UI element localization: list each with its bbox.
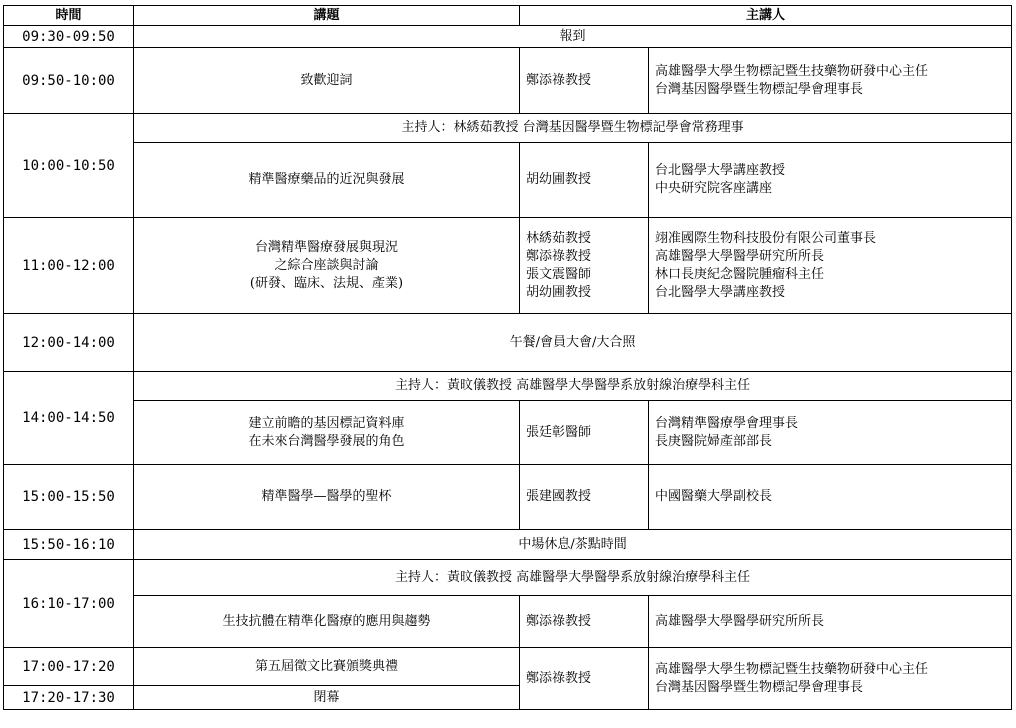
moderator-cell: 主持人：黃旼儀教授 高雄醫學大學醫學系放射線治療學科主任: [134, 560, 1012, 596]
agenda-row-registration: [4, 26, 1012, 48]
moderator-row: [4, 114, 1012, 143]
speaker-title: 台灣精準醫療學會理事長: [655, 415, 799, 431]
speaker-title: 台灣基因醫學暨生物標記學會理事長: [655, 81, 864, 97]
speaker-name: 鄭添祿教授: [526, 72, 592, 88]
header-time: 時間: [4, 6, 134, 26]
speaker-cell: [520, 143, 649, 218]
speaker-title: 長庚醫院婦產部部長: [655, 433, 773, 449]
time-cell: 10:00-10:50: [4, 114, 134, 218]
speaker-title-cell: [649, 648, 1012, 710]
topic-line: 第五屆徵文比賽頒獎典禮: [254, 658, 398, 674]
speaker-name: 鄭添祿教授: [526, 613, 592, 629]
speaker-name: 胡幼圃教授: [526, 172, 592, 187]
speaker-title: 台北醫學大學講座教授: [655, 163, 786, 178]
speaker-name: 張文震醫師: [526, 266, 592, 282]
time-cell: 12:00-14:00: [4, 314, 134, 372]
agenda-row-break: [4, 530, 1012, 560]
topic-cell: [134, 686, 520, 710]
speaker-name: 胡幼圃教授: [526, 284, 592, 300]
agenda-row-lunch: [4, 314, 1012, 372]
topic-line: 台灣精準醫療發展與現況: [254, 239, 398, 255]
moderator-row: [4, 372, 1012, 401]
speaker-title-cell: [649, 218, 1012, 314]
agenda-table: [3, 5, 1012, 710]
speaker-title: 高雄醫學大學醫學研究所所長: [655, 613, 825, 629]
speaker-title-cell: [649, 596, 1012, 648]
topic-cell: [134, 401, 520, 465]
speaker-name: 鄭添祿教授: [526, 670, 592, 686]
topic-cell: [134, 465, 520, 530]
speaker-cell: [520, 596, 649, 648]
topic-line: 之綜合座談與討論: [274, 257, 379, 273]
time-cell: 16:10-17:00: [4, 560, 134, 648]
topic-cell: [134, 648, 520, 686]
topic-line: 建立前瞻的基因標記資料庫: [248, 415, 405, 431]
speaker-title: 高雄醫學大學醫學研究所所長: [655, 248, 825, 264]
event-cell: 午餐/會員大會/大合照: [134, 314, 1012, 372]
moderator-cell: 主持人：林綉茹教授 台灣基因醫學暨生物標記學會常務理事: [134, 114, 1012, 143]
speaker-cell: [520, 465, 649, 530]
time-cell: 09:50-10:00: [4, 48, 134, 114]
time-cell: 15:00-15:50: [4, 465, 134, 530]
topic-line: (研發、臨床、法規、產業): [249, 275, 404, 291]
time-cell: 09:30-09:50: [4, 26, 134, 48]
speaker-title-cell: [649, 401, 1012, 465]
agenda-row-gene-database: [4, 401, 1012, 465]
speaker-title-cell: [649, 143, 1012, 218]
speaker-title-cell: [649, 48, 1012, 114]
topic-cell: [134, 143, 520, 218]
topic-line: 致歡迎詞: [300, 72, 353, 88]
moderator-row: [4, 560, 1012, 596]
time-cell: 17:00-17:20: [4, 648, 134, 686]
speaker-cell: [520, 48, 649, 114]
time-cell: 17:20-17:30: [4, 686, 134, 710]
speaker-title: 高雄醫學大學生物標記暨生技藥物研發中心主任: [655, 661, 929, 677]
time-cell: 14:00-14:50: [4, 372, 134, 465]
speaker-title: 中國醫藥大學副校長: [655, 489, 773, 504]
topic-cell: [134, 218, 520, 314]
event-cell: 中場休息/茶點時間: [134, 530, 1012, 560]
topic-cell: [134, 596, 520, 648]
time-cell: 15:50-16:10: [4, 530, 134, 560]
speaker-name: 鄭添祿教授: [526, 248, 592, 264]
time-cell: 11:00-12:00: [4, 218, 134, 314]
agenda-row-panel: [4, 218, 1012, 314]
speaker-title: 台北醫學大學講座教授: [655, 284, 786, 300]
agenda-row-holy-grail: [4, 465, 1012, 530]
event-cell: 報到: [134, 26, 1012, 48]
speaker-cell: [520, 648, 649, 710]
speaker-name: 張建國教授: [526, 489, 592, 504]
speaker-title: 高雄醫學大學生物標記暨生技藥物研發中心主任: [655, 63, 929, 79]
speaker-title: 林口長庚紀念醫院腫瘤科主任: [655, 266, 825, 282]
speaker-cell: [520, 401, 649, 465]
speaker-title: 台灣基因醫學暨生物標記學會理事長: [655, 679, 864, 695]
agenda-row-welcome: [4, 48, 1012, 114]
topic-line: 生技抗體在精準化醫療的應用與趨勢: [222, 613, 431, 629]
topic-line: 精準醫療藥品的近況與發展: [248, 172, 405, 187]
speaker-title: 中央研究院客座講座: [655, 181, 773, 196]
topic-line: 在未來台灣醫學發展的角色: [248, 433, 405, 449]
agenda-row-award: [4, 648, 1012, 686]
header-row: [4, 6, 1012, 26]
topic-cell: [134, 48, 520, 114]
moderator-cell: 主持人：黃旼儀教授 高雄醫學大學醫學系放射線治療學科主任: [134, 372, 1012, 401]
header-speaker: 主講人: [520, 6, 1012, 26]
agenda-row-antibody: [4, 596, 1012, 648]
speaker-name: 林綉茹教授: [526, 230, 592, 246]
speaker-title: 翊准國際生物科技股份有限公司董事長: [655, 230, 877, 246]
topic-line: 精準醫學—醫學的聖杯: [261, 489, 392, 504]
header-topic: 講題: [134, 6, 520, 26]
speaker-title-cell: [649, 465, 1012, 530]
agenda-row-precision-drugs: [4, 143, 1012, 218]
topic-line: 閉幕: [313, 689, 340, 705]
speaker-cell: [520, 218, 649, 314]
speaker-name: 張廷彰醫師: [526, 424, 592, 440]
